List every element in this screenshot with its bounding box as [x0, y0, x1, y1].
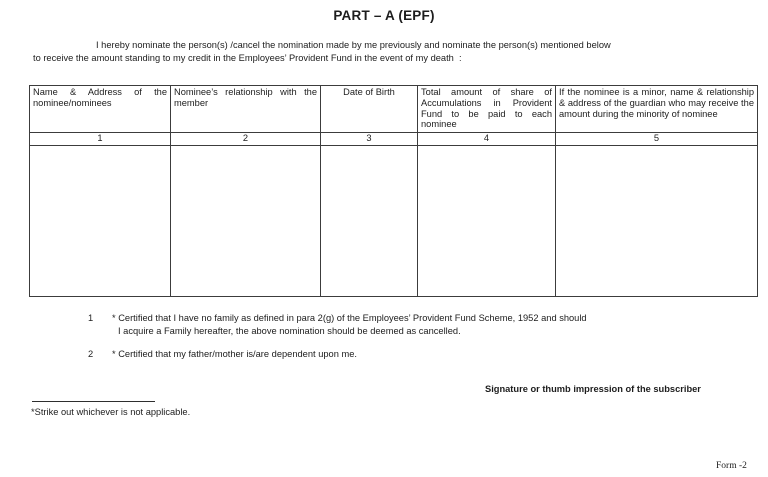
entry-cell-minor-guardian	[556, 146, 758, 297]
note-2-number: 2	[88, 349, 94, 359]
strike-out-divider-line	[32, 401, 155, 402]
col-header-relationship: Nominee’s relationship with the member	[171, 86, 321, 133]
nomination-table	[29, 85, 758, 297]
col-number-3: 3	[321, 133, 418, 146]
table-header-row	[30, 86, 758, 133]
col-header-minor-guardian: If the nominee is a minor, name & relationship & address of the guardian who may receive the amount during the minority of nominee	[556, 86, 758, 133]
table-entry-row	[30, 146, 758, 297]
col-number-2: 2	[171, 133, 321, 146]
note-1-line-1: * Certified that I have no family as defined in para 2(g) of the Employees’ Provident Fund Scheme, 1952 and should	[112, 312, 587, 323]
entry-cell-total-amount	[418, 146, 556, 297]
col-header-total-amount: Total amount of share of Accumulations in Provident Fund to be paid to each nominee	[418, 86, 556, 133]
col-number-5: 5	[556, 133, 758, 146]
note-1-line-2: I acquire a Family hereafter, the above nomination should be deemed as cancelled.	[118, 325, 461, 336]
strike-out-note: *Strike out whichever is not applicable.	[31, 406, 191, 417]
entry-cell-relationship	[171, 146, 321, 297]
note-1-number: 1	[88, 312, 94, 323]
form-number-label: Form -2	[716, 461, 747, 471]
col-number-1: 1	[30, 133, 171, 146]
entry-cell-date-of-birth	[321, 146, 418, 297]
note-2-line-1: * Certified that my father/mother is/are dependent upon me.	[112, 349, 357, 359]
entry-cell-name-address	[30, 146, 171, 297]
table-number-row	[30, 133, 758, 146]
col-number-4: 4	[418, 133, 556, 146]
col-header-name-address: Name & Address of the nominee/nominees	[30, 86, 171, 133]
signature-label: Signature or thumb impression of the subscriber	[485, 384, 701, 394]
intro-paragraph-line-2: to receive the amount standing to my credit in the Employees’ Provident Fund in the event of my death :	[33, 52, 462, 63]
page-title: PART – A (EPF)	[333, 8, 435, 23]
col-header-date-of-birth: Date of Birth	[321, 86, 418, 133]
intro-paragraph-line-1: I hereby nominate the person(s) /cancel the nomination made by me previously and nominate the person(s) mentioned below	[96, 40, 611, 50]
